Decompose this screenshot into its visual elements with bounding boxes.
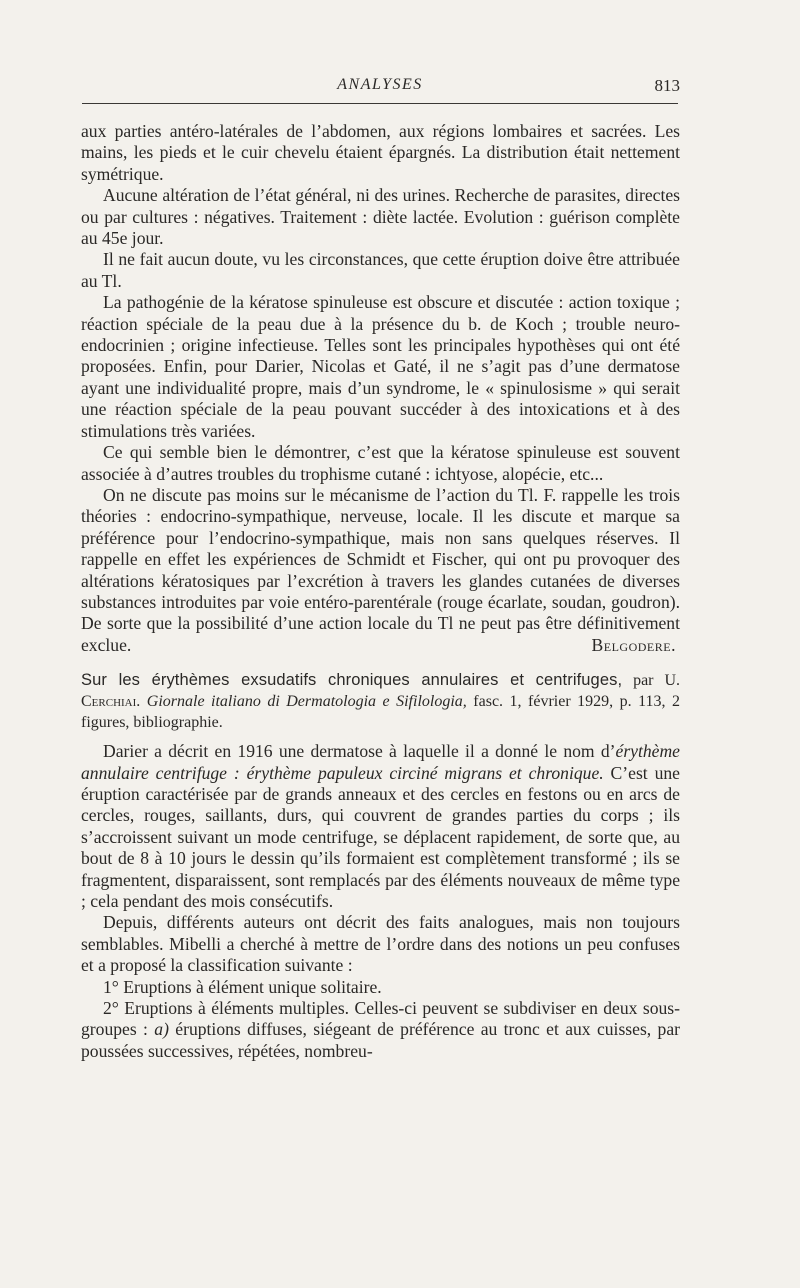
- paragraph-text: On ne discute pas moins sur le mécanisme de l’action du Tl. F. rappelle les trois théories : endocrino-sympathique, nerveuse, locale. Il les discute et marque sa préférence pour l’endocrino-sympathique, mais non sans quelques réserves. Il rappelle en effet les expériences de Schmidt et Fischer, qui ont pu provoquer des altérations kératosiques par l’excrétion à travers les glandes cutanées de diverses substances introduites par voie entéro-parentérale (rouge écarlate, soudan, goudron). De sorte que la possibilité d’une action locale du Tl ne peut pas être définitivement exclue.: [81, 484, 680, 655]
- paragraph-with-signature: [81, 485, 680, 656]
- list-item: 1° Eruptions à élément unique solitaire.: [103, 976, 382, 997]
- running-title: ANALYSES: [337, 76, 423, 93]
- article-journal: Giornale italiano di Dermatologia e Sifilologia,: [146, 693, 467, 711]
- paragraph: La pathogénie de la kératose spinuleuse est obscure et discutée : action toxique ; réaction spéciale de la peau due à la présence du b. de Koch ; trouble neuro-endocrinien ; origine infectieuse. Telles sont les principales hypothèses qui ont été proposées. Enfin, pour Darier, Nicolas et Gaté, il ne s’agit pas d’une dermatose ayant une individualité propre, mais d’un syndrome, le « spinulosisme » qui serait une réaction spéciale de la peau pouvant succéder à des intoxications et à des stimulations très variées.: [81, 292, 680, 441]
- subgroup-label: a): [154, 1019, 169, 1040]
- running-head: [80, 76, 680, 100]
- by-word: par: [633, 672, 654, 690]
- paragraph: Il ne fait aucun doute, vu les circonstances, que cette éruption doive être attribuée au Tl.: [81, 249, 680, 291]
- header-rule: [82, 103, 678, 104]
- paragraph: aux parties antéro-latérales de l’abdomen, aux régions lombaires et sacrées. Les mains, les pieds et le cuir chevelu étaient épargnés. La distribution était nettement symétrique.: [81, 121, 680, 184]
- article-title: Sur les érythèmes exsudatifs chroniques annulaires et centrifuges,: [81, 671, 623, 690]
- article-heading: [81, 670, 680, 733]
- paragraph: [81, 741, 680, 912]
- page-body: [81, 121, 680, 1062]
- paragraph: Depuis, différents auteurs ont décrit des faits analogues, mais non toujours semblables. Mibelli a cherché à mettre de l’ordre dans des notions un peu confuses et a proposé la classification suivante :: [81, 912, 680, 976]
- list-item-text: éruptions diffuses, siégeant de préférence au tronc et aux cuisses, par poussées successives, répétées, nombreu-: [81, 1019, 680, 1061]
- list-item: [81, 998, 680, 1062]
- page-number: 813: [654, 76, 680, 95]
- paragraph-text: Darier a décrit en 1916 une dermatose à laquelle il a donné le nom d’: [103, 741, 616, 762]
- paragraph-text: C’est une éruption caractérisée par de grands anneaux et des cercles en festons ou en arcs de cercles, rouges, saillants, durs, qui couvrent de grandes parties du corps ; ils s’accroissent suivant un mode centrifuge, se déplacent rapidement, de sorte que, au bout de 8 à 10 jours le dessin qu’ils formaient est complètement transformé ; ils se fragmentent, disparaissent, sont remplacés par des éléments nouveaux de même type ; cela pendant des mois consécutifs.: [81, 762, 680, 911]
- list-item-text: 2° Eruptions à éléments multiples. Celles-ci peuvent se subdiviser en deux sous-groupes :: [81, 998, 680, 1040]
- paragraph: Aucune altération de l’état général, ni des urines. Recherche de parasites, directes ou par cultures : négatives. Traitement : diète lactée. Evolution : guérison complète au 45e jour.: [81, 185, 680, 249]
- italic-term: érythème annulaire centrifuge : érythème papuleux circiné migrans et chronique.: [81, 741, 680, 783]
- article-author: U. Cerchiai.: [81, 672, 680, 711]
- paragraph: Ce qui semble bien le démontrer, c’est que la kératose spinuleuse est souvent associée à d’autres troubles du trophisme cutané : ichtyose, alopécie, etc...: [81, 442, 680, 484]
- author-signature: Belgodere.: [591, 634, 676, 655]
- article-citation: fasc. 1, février 1929, p. 113, 2 figures, bibliographie.: [81, 693, 681, 732]
